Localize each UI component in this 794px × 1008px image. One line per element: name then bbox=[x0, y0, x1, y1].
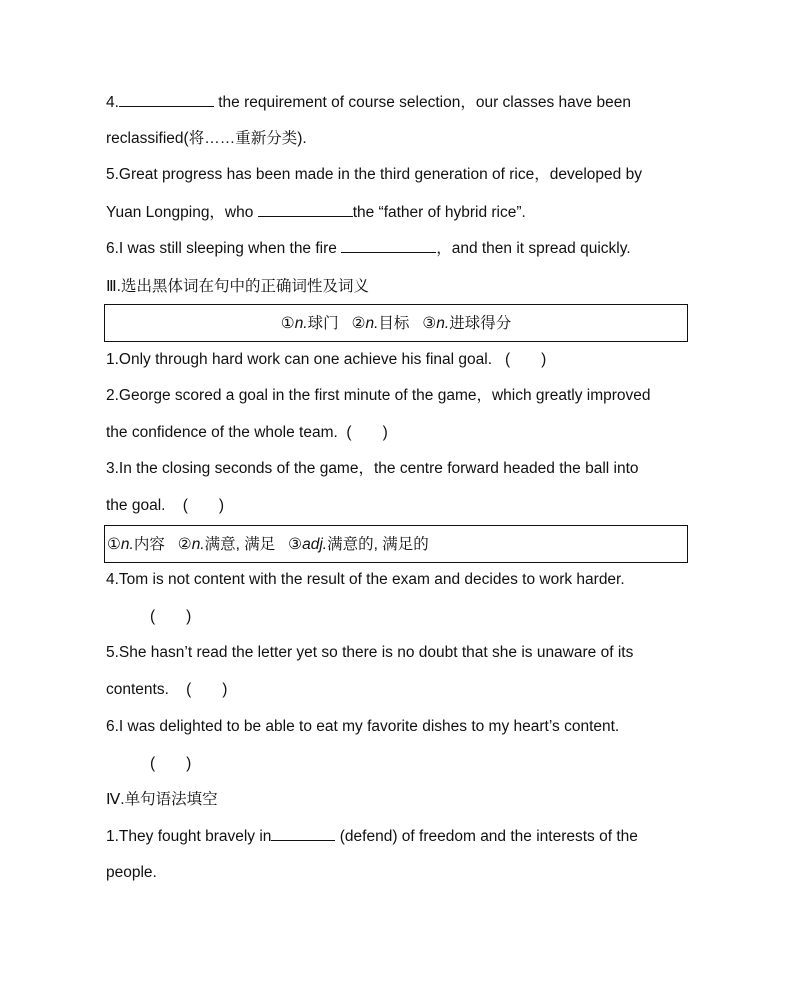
question-4-line2: reclassified(将……重新分类). bbox=[106, 130, 307, 147]
p3-question-3-line2: the goal. ( ) bbox=[106, 497, 225, 514]
answer-paren[interactable]: ( ) bbox=[186, 681, 228, 698]
p3-question-1: 1.Only through hard work can one achieve his final goal. ( ) bbox=[106, 351, 547, 368]
p3-question-5-line1: 5.She hasn’t read the letter yet so there is no doubt that she is unaware of its bbox=[106, 644, 634, 661]
section-3-heading: Ⅲ.选出黑体词在句中的正确词性及词义 bbox=[106, 278, 369, 295]
answer-blank[interactable] bbox=[271, 826, 335, 841]
answer-paren[interactable]: ( ) bbox=[504, 351, 547, 368]
options-box-content: ①n.内容 ②n.满意, 满足 ③adj.满意的, 满足的 bbox=[104, 525, 688, 563]
answer-paren[interactable]: ( ) bbox=[150, 755, 192, 772]
p3-question-5-line2: contents. ( ) bbox=[106, 681, 228, 698]
answer-blank[interactable] bbox=[341, 238, 436, 253]
question-4-line1: 4. the requirement of course selection，our classes have been bbox=[106, 94, 631, 111]
p3-question-4: 4.Tom is not content with the result of the exam and decides to work harder. bbox=[106, 571, 625, 588]
p3-question-2-line1: 2.George scored a goal in the first minute of the game，which greatly improved bbox=[106, 387, 651, 404]
answer-paren[interactable]: ( ) bbox=[346, 424, 388, 441]
answer-paren[interactable]: ( ) bbox=[182, 497, 225, 514]
p3-question-2-line2: the confidence of the whole team. ( ) bbox=[106, 424, 388, 441]
question-5-line2: Yuan Longping，who the “father of hybrid rice”. bbox=[106, 204, 526, 221]
section-4-heading: Ⅳ.单句语法填空 bbox=[106, 791, 218, 808]
p3-question-3-line1: 3.In the closing seconds of the game，the centre forward headed the ball into bbox=[106, 460, 639, 477]
p4-question-1-line2: people. bbox=[106, 864, 157, 881]
p4-question-1-line1: 1.They fought bravely in (defend) of freedom and the interests of the bbox=[106, 828, 638, 845]
question-5-line1: 5.Great progress has been made in the third generation of rice，developed by bbox=[106, 166, 642, 183]
answer-paren[interactable]: ( ) bbox=[150, 608, 192, 625]
answer-blank[interactable] bbox=[258, 202, 353, 217]
question-6-line: 6.I was still sleeping when the fire ，and then it spread quickly. bbox=[106, 240, 631, 257]
p3-question-6: 6.I was delighted to be able to eat my favorite dishes to my heart’s content. bbox=[106, 718, 620, 735]
options-box-goal: ①n.球门 ②n.目标 ③n.进球得分 bbox=[104, 304, 688, 342]
answer-blank[interactable] bbox=[119, 92, 214, 107]
